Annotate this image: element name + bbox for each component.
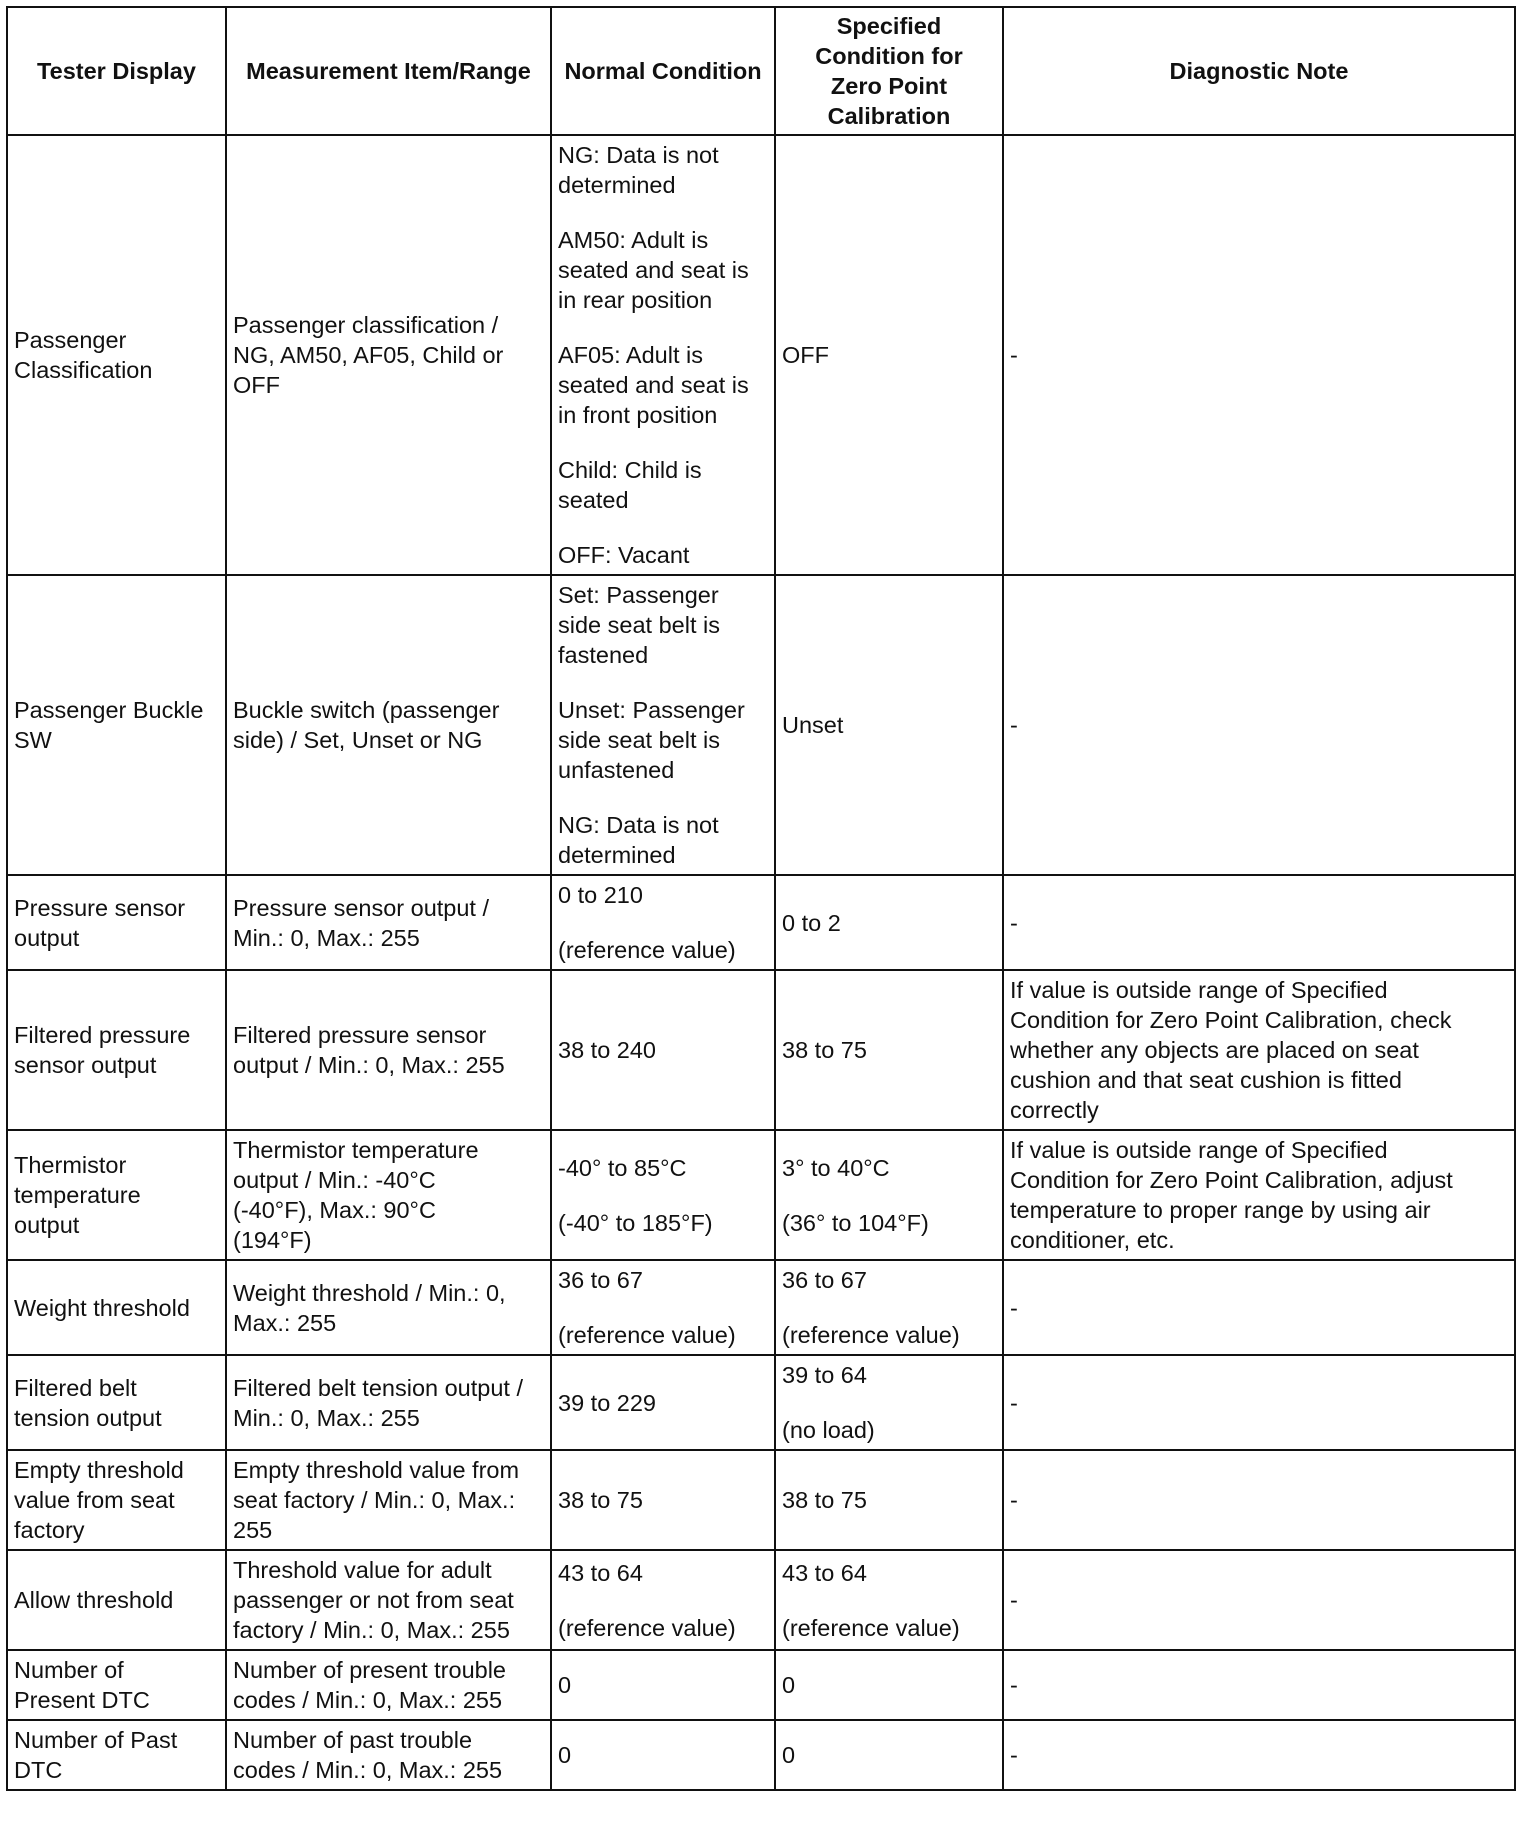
table-row <box>7 1130 1515 1260</box>
paragraph-gap <box>558 1295 768 1320</box>
cell-line: Unset <box>782 712 844 738</box>
cell-line: AM50: Adult is <box>558 227 709 253</box>
paragraph-gap <box>558 785 768 810</box>
cell-line: 43 to 64 <box>782 1559 867 1586</box>
cell-line: NG: Data is not <box>558 812 719 838</box>
paragraph-gap <box>558 910 768 935</box>
cell-line: OFF: Vacant <box>558 542 690 568</box>
cell-normal-condition <box>551 135 775 575</box>
cell-line: SW <box>14 727 52 753</box>
cell-line: sensor output <box>14 1052 157 1078</box>
cell-line: (reference value) <box>782 1322 960 1348</box>
cell-tester-display <box>7 970 226 1130</box>
cell-line: Number of present trouble <box>233 1657 507 1683</box>
cell-line: codes / Min.: 0, Max.: 255 <box>233 1757 503 1783</box>
cell-line: 39 to 229 <box>558 1389 657 1416</box>
cell-tester-display <box>7 1450 226 1550</box>
cell-diagnostic-note <box>1003 575 1515 875</box>
cell-line: 38 to 75 <box>782 1487 867 1513</box>
paragraph-gap <box>782 1588 996 1613</box>
cell-line: Filtered pressure <box>14 1022 191 1048</box>
cell-line: (reference value) <box>558 1322 736 1348</box>
cell-line: (-40° to 185°F) <box>558 1209 713 1236</box>
cell-line: 0 to 2 <box>782 909 841 936</box>
cell-tester-display <box>7 875 226 970</box>
cell-line: unfastened <box>558 757 675 783</box>
cell-line: side) / Set, Unset or NG <box>233 727 483 753</box>
cell-tester-display <box>7 1550 226 1650</box>
cell-measurement-item <box>226 1260 551 1355</box>
cell-line: Condition for Zero Point Calibration, check <box>1010 1007 1452 1033</box>
cell-line: 38 to 75 <box>782 1037 867 1063</box>
cell-line: 0 <box>782 1672 796 1698</box>
cell-line: Unset: Passenger <box>558 697 745 723</box>
header-row <box>7 7 1515 135</box>
cell-line: Empty threshold value from <box>233 1457 520 1483</box>
cell-line: tension output <box>14 1404 162 1431</box>
cell-line: output <box>14 924 80 951</box>
cell-normal-condition <box>551 575 775 875</box>
cell-tester-display <box>7 1650 226 1720</box>
cell-line: (194°F) <box>233 1227 312 1253</box>
cell-line: Filtered belt tension output / <box>233 1374 524 1401</box>
cell-normal-condition <box>551 1720 775 1790</box>
cell-measurement-item <box>226 1450 551 1550</box>
cell-diagnostic-note <box>1003 1130 1515 1260</box>
cell-line: Set: Passenger <box>558 582 719 608</box>
table-header <box>7 7 1515 135</box>
table-row <box>7 135 1515 575</box>
cell-line: Empty threshold <box>14 1457 184 1483</box>
cell-line: 38 to 75 <box>558 1487 643 1513</box>
cell-line: -40° to 85°C <box>558 1154 687 1181</box>
paragraph-gap <box>558 200 768 225</box>
table-row <box>7 1550 1515 1650</box>
cell-diagnostic-note <box>1003 135 1515 575</box>
cell-measurement-item <box>226 1650 551 1720</box>
cell-measurement-item <box>226 135 551 575</box>
cell-line: 43 to 64 <box>558 1559 643 1586</box>
cell-line: DTC <box>14 1757 63 1783</box>
cell-line: - <box>1010 1742 1018 1768</box>
cell-line: side seat belt is <box>558 612 720 638</box>
cell-line: value from seat <box>14 1487 175 1513</box>
cell-measurement-item <box>226 1550 551 1650</box>
cell-line: 0 <box>782 1742 796 1768</box>
cell-tester-display <box>7 575 226 875</box>
cell-diagnostic-note <box>1003 970 1515 1130</box>
cell-line: Weight threshold / Min.: 0, <box>233 1279 506 1306</box>
cell-line: Max.: 255 <box>233 1309 337 1336</box>
table-row <box>7 1720 1515 1790</box>
header-zero-point-condition <box>775 7 1003 135</box>
cell-line: output <box>14 1212 80 1238</box>
cell-line: 255 <box>233 1517 273 1543</box>
cell-zero-point-condition <box>775 1450 1003 1550</box>
paragraph-gap <box>782 1183 996 1208</box>
header-line: Calibration <box>827 103 951 129</box>
cell-zero-point-condition <box>775 875 1003 970</box>
header-line: Specified <box>836 13 942 39</box>
cell-line: factory / Min.: 0, Max.: 255 <box>233 1617 510 1643</box>
header-line: Condition for <box>815 43 963 69</box>
cell-line: seated and seat is <box>558 257 749 283</box>
cell-line: output / Min.: -40°C <box>233 1167 436 1193</box>
cell-line: Present DTC <box>14 1687 150 1713</box>
paragraph-gap <box>558 1588 768 1613</box>
cell-line: Weight threshold <box>14 1294 190 1321</box>
paragraph-gap <box>558 515 768 540</box>
cell-line: Condition for Zero Point Calibration, adjust <box>1010 1167 1453 1193</box>
cell-line: conditioner, etc. <box>1010 1227 1175 1253</box>
cell-line: Thermistor temperature <box>233 1137 479 1163</box>
header-tester-display: Tester Display <box>7 7 226 135</box>
cell-line: seat factory / Min.: 0, Max.: <box>233 1487 516 1513</box>
table-body <box>7 135 1515 1790</box>
cell-line: - <box>1010 1487 1018 1513</box>
cell-tester-display <box>7 1355 226 1450</box>
cell-line: Filtered belt <box>14 1374 137 1401</box>
cell-zero-point-condition <box>775 1550 1003 1650</box>
cell-line: NG: Data is not <box>558 142 719 168</box>
cell-measurement-item <box>226 575 551 875</box>
cell-line: (reference value) <box>558 1614 736 1641</box>
cell-line: in front position <box>558 402 718 428</box>
paragraph-gap <box>558 1183 768 1208</box>
cell-diagnostic-note <box>1003 1650 1515 1720</box>
cell-line: 3° to 40°C <box>782 1154 890 1181</box>
cell-measurement-item <box>226 1355 551 1450</box>
cell-zero-point-condition <box>775 1260 1003 1355</box>
table-row <box>7 575 1515 875</box>
cell-normal-condition <box>551 1550 775 1650</box>
paragraph-gap <box>558 430 768 455</box>
cell-line: (reference value) <box>782 1614 960 1641</box>
cell-line: determined <box>558 172 676 198</box>
paragraph-gap <box>782 1390 996 1415</box>
cell-line: output / Min.: 0, Max.: 255 <box>233 1052 505 1078</box>
cell-line: factory <box>14 1517 85 1543</box>
header-normal-condition: Normal Condition <box>551 7 775 135</box>
cell-diagnostic-note <box>1003 1260 1515 1355</box>
cell-diagnostic-note <box>1003 1450 1515 1550</box>
table-row <box>7 970 1515 1130</box>
cell-line: whether any objects are placed on seat <box>1010 1037 1419 1063</box>
cell-line: Threshold value for adult <box>233 1557 492 1583</box>
cell-line: 38 to 240 <box>558 1037 657 1063</box>
cell-zero-point-condition <box>775 1720 1003 1790</box>
cell-line: Classification <box>14 357 153 383</box>
cell-line: OFF <box>782 342 829 368</box>
cell-tester-display <box>7 1130 226 1260</box>
header-diagnostic-note: Diagnostic Note <box>1003 7 1515 135</box>
cell-line: Number of past trouble <box>233 1727 473 1753</box>
cell-zero-point-condition <box>775 135 1003 575</box>
cell-line: (no load) <box>782 1417 875 1443</box>
cell-line: - <box>1010 1587 1018 1613</box>
header-measurement-item: Measurement Item/Range <box>226 7 551 135</box>
cell-line: OFF <box>233 372 280 398</box>
cell-line: Allow threshold <box>14 1587 174 1613</box>
cell-line: temperature <box>14 1182 141 1208</box>
cell-line: fastened <box>558 642 649 668</box>
cell-measurement-item <box>226 875 551 970</box>
cell-line: NG, AM50, AF05, Child or <box>233 342 504 368</box>
cell-measurement-item <box>226 1720 551 1790</box>
data-list-table <box>6 6 1516 1791</box>
cell-line: (reference value) <box>558 937 736 963</box>
cell-zero-point-condition <box>775 970 1003 1130</box>
cell-line: - <box>1010 1672 1018 1698</box>
cell-normal-condition <box>551 1355 775 1450</box>
cell-line: 0 to 210 <box>558 882 643 908</box>
paragraph-gap <box>782 1295 996 1320</box>
cell-zero-point-condition <box>775 1130 1003 1260</box>
cell-tester-display <box>7 1260 226 1355</box>
cell-line: 0 <box>558 1672 572 1698</box>
paragraph-gap <box>558 315 768 340</box>
table-row <box>7 1450 1515 1550</box>
header-line: Zero Point <box>830 73 948 99</box>
cell-line: (-40°F), Max.: 90°C <box>233 1197 436 1223</box>
cell-normal-condition <box>551 1260 775 1355</box>
cell-line: passenger or not from seat <box>233 1587 514 1613</box>
cell-line: If value is outside range of Specified <box>1010 1137 1388 1163</box>
cell-measurement-item <box>226 1130 551 1260</box>
cell-line: Filtered pressure sensor <box>233 1022 487 1048</box>
cell-line: seated and seat is <box>558 372 749 398</box>
cell-line: Passenger Buckle <box>14 697 204 723</box>
table-row <box>7 1260 1515 1355</box>
cell-line: 36 to 67 <box>782 1267 867 1293</box>
cell-diagnostic-note <box>1003 1720 1515 1790</box>
cell-line: 39 to 64 <box>782 1362 867 1388</box>
cell-diagnostic-note <box>1003 875 1515 970</box>
cell-line: cushion and that seat cushion is fitted <box>1010 1067 1402 1093</box>
cell-normal-condition <box>551 970 775 1130</box>
cell-line: Pressure sensor output / <box>233 894 490 921</box>
cell-line: (36° to 104°F) <box>782 1209 929 1236</box>
cell-zero-point-condition <box>775 1355 1003 1450</box>
cell-line: 36 to 67 <box>558 1267 643 1293</box>
cell-line: in rear position <box>558 287 713 313</box>
cell-line: - <box>1010 1294 1018 1321</box>
cell-line: - <box>1010 712 1018 738</box>
cell-zero-point-condition <box>775 1650 1003 1720</box>
cell-normal-condition <box>551 1450 775 1550</box>
cell-tester-display <box>7 1720 226 1790</box>
cell-line: temperature to proper range by using air <box>1010 1197 1431 1223</box>
table-row <box>7 1650 1515 1720</box>
cell-line: codes / Min.: 0, Max.: 255 <box>233 1687 503 1713</box>
cell-diagnostic-note <box>1003 1550 1515 1650</box>
cell-line: Min.: 0, Max.: 255 <box>233 924 420 951</box>
cell-line: seated <box>558 487 629 513</box>
cell-line: Min.: 0, Max.: 255 <box>233 1404 420 1431</box>
cell-line: determined <box>558 842 676 868</box>
cell-line: - <box>1010 1389 1018 1416</box>
cell-measurement-item <box>226 970 551 1130</box>
cell-line: Thermistor <box>14 1152 127 1178</box>
cell-line: - <box>1010 909 1018 936</box>
cell-line: correctly <box>1010 1097 1099 1123</box>
cell-diagnostic-note <box>1003 1355 1515 1450</box>
cell-line: Passenger <box>14 327 127 353</box>
paragraph-gap <box>558 670 768 695</box>
cell-line: 0 <box>558 1742 572 1768</box>
cell-line: Buckle switch (passenger <box>233 697 500 723</box>
cell-line: Number of <box>14 1657 124 1683</box>
cell-normal-condition <box>551 1650 775 1720</box>
cell-normal-condition <box>551 1130 775 1260</box>
cell-line: If value is outside range of Specified <box>1010 977 1388 1003</box>
cell-line: Pressure sensor <box>14 894 186 921</box>
cell-line: Number of Past <box>14 1727 178 1753</box>
cell-line: Child: Child is <box>558 457 702 483</box>
cell-zero-point-condition <box>775 575 1003 875</box>
cell-line: - <box>1010 342 1018 368</box>
table-row <box>7 1355 1515 1450</box>
table-row <box>7 875 1515 970</box>
cell-normal-condition <box>551 875 775 970</box>
cell-tester-display <box>7 135 226 575</box>
cell-line: Passenger classification / <box>233 312 499 338</box>
cell-line: AF05: Adult is <box>558 342 703 368</box>
cell-line: side seat belt is <box>558 727 720 753</box>
